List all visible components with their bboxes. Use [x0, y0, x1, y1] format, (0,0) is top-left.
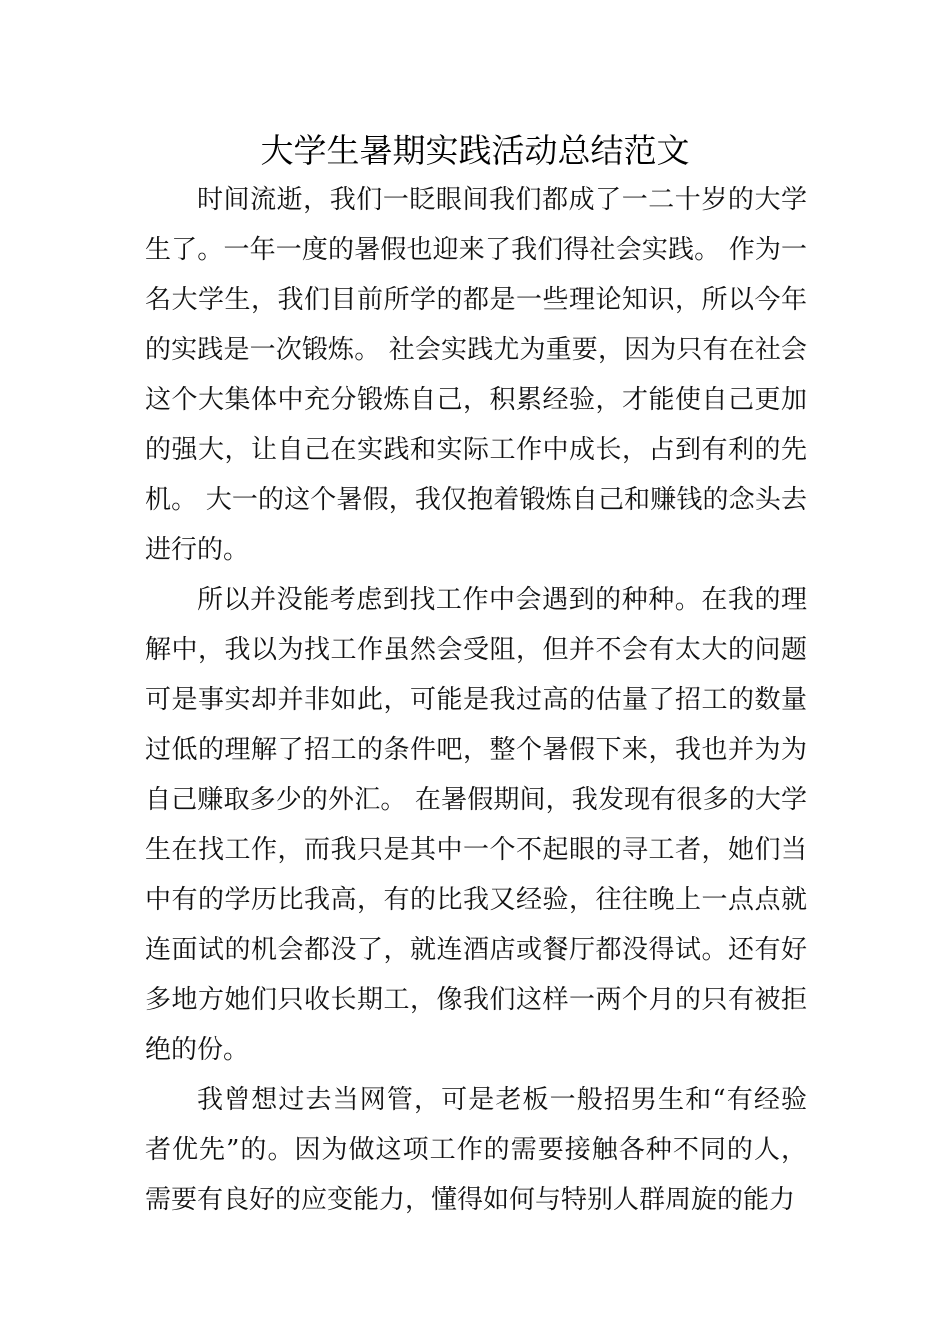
paragraph-3: 我曾想过去当网管，可是老板一般招男生和“有经验者优先”的。因为做这项工作的需要接触各种不同的人，需要有良好的应变能力，懂得如何与特别人群周旋的能力	[145, 1085, 807, 1215]
document-body	[145, 175, 807, 1225]
paragraph-1: 时间流逝，我们一眨眼间我们都成了一二十岁的大学生了。一年一度的暑假也迎来了我们得社会实践。 作为一名大学生，我们目前所学的都是一些理论知识，所以今年的实践是一次锻炼。 社会实践尤为重要，因为只有在社会这个大集体中充分锻炼自己，积累经验，才能使自己更加的强大，让自己在实践和实际工作中成长，占到有利的先机。 大一的这个暑假，我仅抱着锻炼自己和赚钱的念头去进行的。	[145, 185, 807, 565]
paragraph-2: 所以并没能考虑到找工作中会遇到的种种。在我的理解中，我以为找工作虽然会受阻，但并不会有太大的问题可是事实却并非如此，可能是我过高的估量了招工的数量过低的理解了招工的条件吧，整个暑假下来，我也并为为自己赚取多少的外汇。 在暑假期间，我发现有很多的大学生在找工作，而我只是其中一个不起眼的寻工者，她们当中有的学历比我高，有的比我又经验，往往晚上一点点就连面试的机会都没了，就连酒店或餐厅都没得试。还有好多地方她们只收长期工，像我们这样一两个月的只有被拒绝的份。	[145, 585, 807, 1065]
document-title: 大学生暑期实践活动总结范文	[260, 131, 690, 170]
